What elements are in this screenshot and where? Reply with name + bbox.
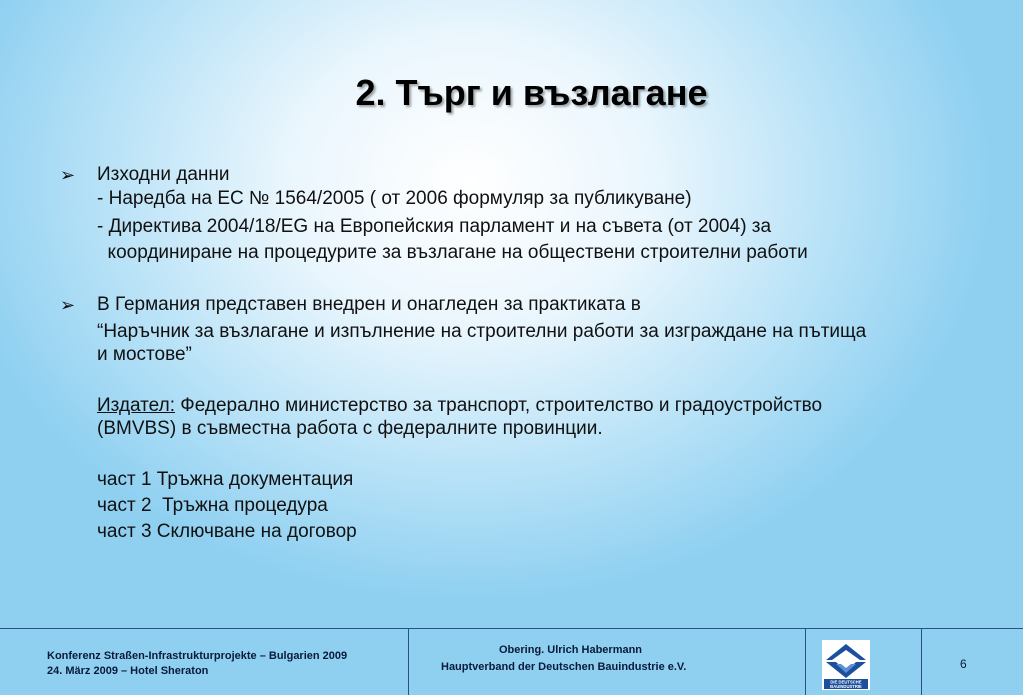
source-line-regulation: - Наредба на ЕС № 1564/2005 ( от 2006 формуляр за публикуване) [97,188,692,209]
publisher-line [97,394,822,418]
footer-conference-name: Konferenz Straßen-Infrastrukturprojekte – Bulgarien 2009 [47,650,348,662]
page-number: 6 [960,657,967,671]
logo-text-line1: DIE DEUTSCHE [830,679,862,685]
publisher-label: Издател: [97,395,175,416]
bauindustrie-logo [822,640,870,690]
handbook-title-line2: и мостове” [97,344,192,365]
source-line-directive-cont: координиране на процедурите за възлагане на обществени строителни работи [97,242,808,263]
publisher-line2: (BMVBS) в съвместна работа с федералните провинции. [97,418,603,439]
part-2: част 2 Тръжна процедура [97,495,328,516]
bullet-heading-germany: В Германия представен внедрен и онагледен за практиката в [97,294,641,315]
publisher-text: Федерално министерство за транспорт, строителство и градоустройство [174,395,823,416]
bullet-arrow-icon: ➢ [60,295,76,315]
footer-conference-cell [0,629,409,695]
footer-author-cell [409,629,806,695]
bauindustrie-logo-icon [822,640,870,690]
bullet-arrow-icon: ➢ [60,165,76,185]
handbook-title-line1: “Наръчник за възлагане и изпълнение на строителни работи за изграждане на пътища [97,321,867,342]
source-line-directive: - Директива 2004/18/EG на Европейския парламент и на съвета (от 2004) за [97,216,772,237]
part-3: част 3 Сключване на договор [97,521,357,542]
slide-title: 2. Търг и възлагане [355,72,708,113]
footer-conference-date: 24. März 2009 – Hotel Sheraton [47,665,209,677]
footer-organization: Hauptverband der Deutschen Bauindustrie e.V. [441,661,687,673]
bullet-heading-source-data: Изходни данни [97,164,230,185]
footer-author-name: Obering. Ulrich Habermann [499,644,643,656]
logo-text-line2: BAUINDUSTRIE [830,684,862,689]
part-1: част 1 Тръжна документация [97,469,354,490]
